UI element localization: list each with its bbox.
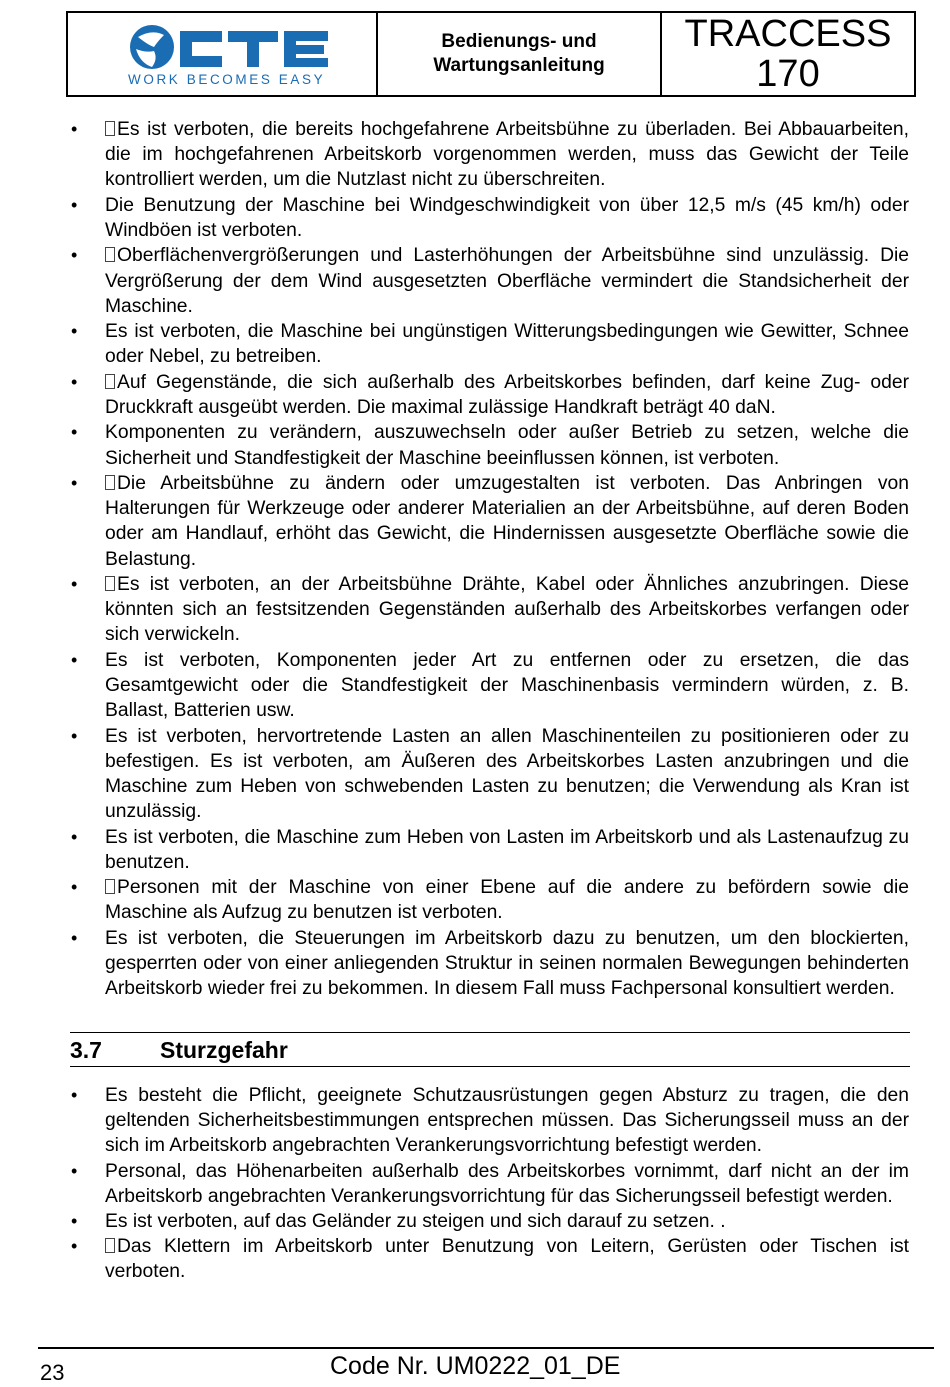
list-item-text: Es ist verboten, die Maschine bei ungünstigen Witterungsbedingungen wie Gewitter, Schnee oder Nebel, zu betreiben. — [105, 321, 909, 368]
bullet-icon: • — [71, 422, 78, 443]
bullet-icon: • — [71, 1160, 78, 1181]
list-item-text: Es ist verboten, die Maschine zum Heben von Lasten im Arbeitskorb und als Lastenaufzug zu benutzen. — [105, 826, 909, 873]
section-rule-bottom — [70, 1066, 910, 1067]
bullet-icon: • — [71, 573, 78, 594]
missing-glyph-icon — [105, 475, 115, 490]
list-item — [0, 825, 950, 875]
list-item-text: Die Benutzung der Maschine bei Windgeschwindigkeit von über 12,5 m/s (45 km/h) oder Windböen ist verboten. — [105, 194, 909, 241]
list-item-text: Personal, das Höhenarbeiten außerhalb des Arbeitskorbes vornimmt, darf nicht an der im Arbeitskorb angebrachten Verankerungsvorrichtung für das Sicherungsseil befestigt werden. — [105, 1160, 909, 1207]
bullet-icon: • — [71, 371, 78, 392]
list-item-text: Es ist verboten, auf das Geländer zu steigen und sich darauf zu setzen. . — [105, 1211, 726, 1233]
document-title — [378, 13, 662, 95]
document-title-line2: Wartungsanleitung — [433, 55, 605, 76]
missing-glyph-icon — [105, 1238, 115, 1253]
cte-logo — [128, 23, 358, 73]
bullet-icon: • — [71, 1085, 78, 1105]
bullet-icon: • — [71, 725, 78, 746]
list-item-text: Personen mit der Maschine von einer Ebene auf die andere zu befördern sowie die Maschine als Aufzug zu benutzen ist verboten. — [105, 877, 909, 924]
bullet-icon: • — [71, 321, 78, 342]
list-item — [0, 117, 950, 193]
bullet-icon: • — [71, 927, 78, 948]
document-header — [66, 11, 916, 97]
document-title-line1: Bedienungs- und — [441, 31, 597, 52]
bullet-icon: • — [71, 245, 78, 266]
list-item — [0, 1234, 950, 1284]
bullet-icon: • — [71, 877, 78, 898]
bullet-icon: • — [71, 649, 78, 670]
list-item — [0, 724, 950, 825]
logo-cell — [68, 13, 378, 95]
page-number: 23 — [40, 1360, 65, 1385]
list-item-text: Oberflächenvergrößerungen und Lasterhöhungen der Arbeitsbühne sind unzulässig. Die Vergrößerung der dem Wind ausgesetzten Oberfläche vermindert die Standsicherheit der Maschine. — [105, 245, 909, 317]
bullet-icon: • — [71, 1236, 78, 1257]
missing-glyph-icon — [105, 121, 115, 136]
missing-glyph-icon — [105, 879, 115, 894]
list-item — [0, 1159, 950, 1209]
model-name-line2: 170 — [756, 53, 820, 95]
list-item — [0, 1209, 950, 1234]
model-name — [662, 13, 914, 95]
bullet-icon: • — [71, 194, 78, 215]
list-item-text: Es ist verboten, die Steuerungen im Arbeitskorb dazu zu benutzen, um den blockierten, gesperrten oder von einer anliegenden Struktur in seinen normalen Bewegungen behinderten Arbeitskorb wieder frei zu bekommen. In diesem Fall muss Fachpersonal konsultiert werden. — [105, 927, 909, 1000]
list-item — [0, 243, 950, 319]
list-item — [0, 193, 950, 243]
list-item-text: Es besteht die Pflicht, geeignete Schutzausrüstungen gegen Absturz zu tragen, die den geltenden Sicherheitsbestimmungen entsprechen müssen. Das Sicherungsseil muss an der sich im Arbeitskorb angebrachten Verankerungsvorrichtung befestigt werden. — [105, 1085, 909, 1157]
list-item-text: Auf Gegenstände, die sich außerhalb des Arbeitskorbes befinden, darf keine Zug- oder Druckkraft ausgeübt werden. Die maximal zulässige Handkraft beträgt 40 daN. — [105, 371, 909, 418]
list-item-text: Das Klettern im Arbeitskorb unter Benutzung von Leitern, Gerüsten oder Tischen ist verboten. — [105, 1236, 909, 1283]
section-title: Sturzgefahr — [160, 1037, 288, 1063]
list-item-text: Es ist verboten, an der Arbeitsbühne Drähte, Kabel oder Ähnliches anzubringen. Diese könnten sich an festsitzenden Gegenständen außerhalb des Arbeitskorbes verfangen oder sich verwickeln. — [105, 573, 909, 646]
document-code: Code Nr. UM0222_01_DE — [330, 1352, 621, 1380]
list-item-text: Es ist verboten, die bereits hochgefahrene Arbeitsbühne zu überladen. Bei Abbauarbeiten, die im hochgefahrenen Arbeitskorb vorgenommen werden, muss das Gewicht der Teile kontrolliert werden, um die Nutzlast nicht zu überschreiten. — [105, 119, 909, 191]
footer-rule — [38, 1347, 934, 1349]
list-item — [0, 875, 950, 925]
missing-glyph-icon — [105, 576, 115, 591]
list-item — [0, 648, 950, 724]
list-item — [0, 471, 950, 572]
section-heading — [70, 1037, 288, 1064]
bullet-icon: • — [71, 119, 78, 139]
section-number: 3.7 — [70, 1037, 102, 1063]
missing-glyph-icon — [105, 374, 115, 389]
list-item — [0, 370, 950, 420]
model-name-line1: TRACCESS — [684, 13, 892, 55]
bullet-icon: • — [71, 1211, 78, 1232]
list-item-text: Komponenten zu verändern, auszuwechseln oder außer Betrieb zu setzen, welche die Sicherheit und Standfestigkeit der Maschine beeinflussen können, ist verboten. — [105, 422, 909, 469]
section-rule-top — [70, 1032, 910, 1033]
list-item-text: Die Arbeitsbühne zu ändern oder umzugestalten ist verboten. Das Anbringen von Halterungen für Werkzeuge oder anderer Materialien an der Arbeitsbühne, auf deren Boden oder am Handlauf, erhöht das Gewicht, die Hindernissen ausgesetzte Oberfläche sowie die Belastung. — [105, 472, 909, 570]
list-item-text: Es ist verboten, Komponenten jeder Art zu entfernen oder zu ersetzen, die das Gesamtgewicht oder die Standfestigkeit der Maschinenbasis vermindern würden, z. B. Ballast, Batterien usw. — [105, 649, 909, 722]
list-item — [0, 1083, 950, 1159]
list-item — [0, 319, 950, 369]
bullet-icon: • — [71, 826, 78, 847]
fall-hazard-list — [0, 1083, 950, 1285]
safety-rules-list — [0, 117, 950, 1002]
list-item — [0, 420, 950, 470]
logo-tagline: WORK BECOMES EASY — [128, 72, 326, 87]
list-item — [0, 926, 950, 1002]
bullet-icon: • — [71, 472, 78, 493]
list-item — [0, 572, 950, 648]
list-item-text: Es ist verboten, hervortretende Lasten an allen Maschinenteilen zu positionieren oder zu befestigen. Es ist verboten, am Äußeren des Arbeitskorbes Lasten anzubringen und die Maschine zum Heben von schwebenden Lasten zu benutzen; die Verwendung als Kran ist unzulässig. — [105, 725, 909, 823]
missing-glyph-icon — [105, 247, 115, 262]
